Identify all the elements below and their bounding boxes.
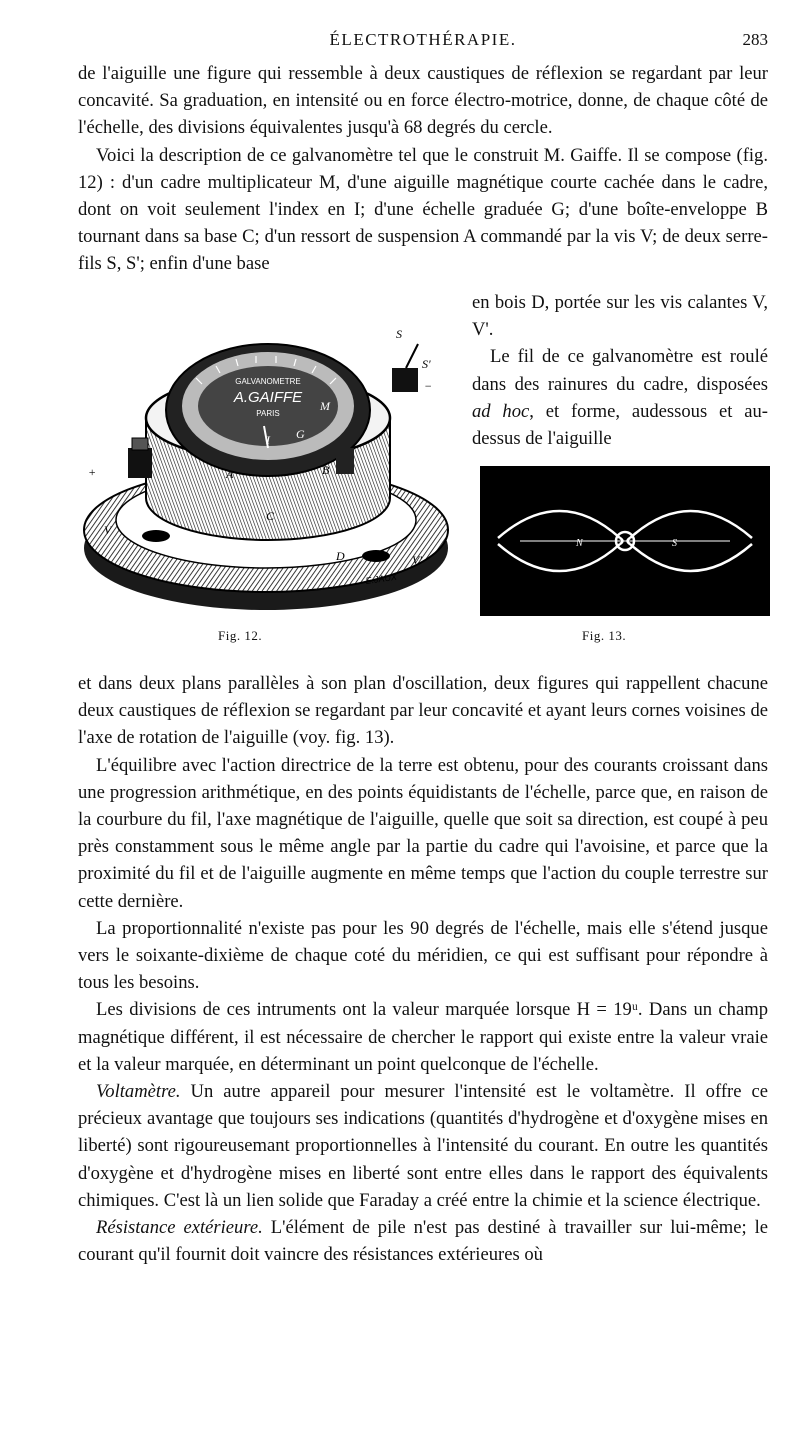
running-title: ÉLECTROTHÉRAPIE.	[329, 30, 517, 49]
label-V-prime: V'	[412, 553, 422, 567]
text-block-bottom	[78, 670, 768, 1268]
term-resistance: Résistance extérieure.	[96, 1217, 263, 1239]
text-block-top	[78, 60, 768, 278]
label-V: V	[104, 523, 112, 537]
label-I: I	[266, 433, 270, 447]
label-A: A	[226, 467, 234, 481]
paragraph: Le fil de ce galvanomètre est roulé dans des rainures du cadre, disposées ad hoc, et forme, audessous et au-dessus de l'aiguille	[472, 346, 769, 450]
figure-13-caption: Fig. 13.	[582, 628, 627, 643]
paragraph: Voici la description de ce galvanomètre tel que le construit M. Gaiffe. Il se compose (fig. 12) : d'un cadre multiplicateur M, d'une aiguille magnétique courte cachée dans le cadre, dont on voit seulement l'index en I; d'une échelle graduée G; d'une boîte-enveloppe B tournant dans sa base C; d'un ressort de suspension A commandé par la vis V; de deux serre-fils S, S'; enfin d'une base	[78, 144, 768, 275]
paragraph: L'équilibre avec l'action directrice de la terre est obtenu, pour des courants croissant dans une progression arithmétique, en des points équidistants de l'échelle, parce que, en raison de la courbure du fil, l'axe magnétique de l'aiguille, quelle que soit sa direction, est coupé à peu près constamment sous le même angle par la partie du cadre qui l'avoisine, et parce que la proximité du fil et de l'aiguille augmente en même temps que l'action du couple terrestre sur cette dernière.	[78, 754, 768, 912]
term-ad-hoc: ad hoc	[472, 400, 530, 422]
label-N: N	[576, 538, 583, 549]
figure-13-caustics	[480, 466, 770, 616]
label-D: D	[336, 549, 345, 563]
label-plus: +	[88, 465, 97, 479]
term-voltametre: Voltamètre.	[96, 1081, 181, 1103]
paragraph: en bois D, portée sur les vis calantes V, V'.	[472, 292, 768, 341]
label-G: G	[296, 427, 305, 441]
dial-brand-text: A.GAIFFE	[233, 389, 303, 406]
paragraph: de l'aiguille une figure qui ressemble à deux caustiques de réflexion se regardant par leur concavité. Sa graduation, en intensité ou en force électro-motrice, donne, de chaque côté de l'échelle, des divisions équivalentes jusqu'à 68 degrés du cercle.	[78, 63, 768, 139]
figure-12-galvanometer	[76, 298, 464, 620]
paragraph-text: L'élément de pile n'est pas destiné à travailler sur lui-même; le courant qu'il fournit doit vaincre des résistances extérieures où	[78, 1217, 768, 1266]
paragraph: Les divisions de ces intruments ont la valeur marquée lorsque H = 19ᵘ. Dans un champ magnétique différent, il est nécessaire de chercher le rapport qui existe entre la valeur vraie et la valeur marquée, en déterminant un point quelconque de l'échelle.	[78, 999, 768, 1075]
figure-12-caption: Fig. 12.	[218, 628, 263, 643]
dial-city-text: PARIS	[256, 409, 280, 418]
label-B: B	[322, 463, 330, 477]
paragraph-text: Un autre appareil pour mesurer l'intensité est le voltamètre. Il offre ce précieux avantage que toujours ses indications (quantités d'hydrogène et d'oxygène mises en liberté) sont rigoureusemant proportionnelles à l'intensité du courant. En outre les quantités d'oxygène et d'hydrogène mises en liberté sont entre elles dans le rapport des équivalents chimiques. C'est là un lien solide que Faraday a créé entre la chimie et la science électrique.	[78, 1081, 768, 1211]
paragraph-resistance	[78, 1214, 768, 1268]
engraver-signature: E.JAUX	[364, 571, 398, 586]
label-S: S	[672, 538, 677, 549]
paragraph: La proportionnalité n'existe pas pour les 90 degrés de l'échelle, mais elle s'étend jusque vers le soixante-dixième de chaque coté du méridien, ce qui est suffisant pour répondre à tous les besoins.	[78, 917, 768, 994]
page-number: 283	[742, 30, 768, 49]
label-S: S	[396, 327, 402, 341]
dial-top-text: GALVANOMETRE	[235, 377, 301, 386]
label-S-prime: S'	[422, 357, 431, 371]
paragraph-voltametre	[78, 1078, 768, 1214]
text-block-right-column	[472, 289, 768, 452]
label-M: M	[320, 399, 330, 413]
label-minus: −	[424, 379, 433, 393]
paragraph: et dans deux plans parallèles à son plan d'oscillation, deux figures qui rappellent chacune deux caustiques de réflexion se regardant par leur concavité et ayant leurs cornes voisines de l'axe de rotation de l'aiguille (voy. fig. 13).	[78, 673, 768, 749]
running-header	[78, 26, 768, 52]
label-C: C	[266, 509, 275, 523]
